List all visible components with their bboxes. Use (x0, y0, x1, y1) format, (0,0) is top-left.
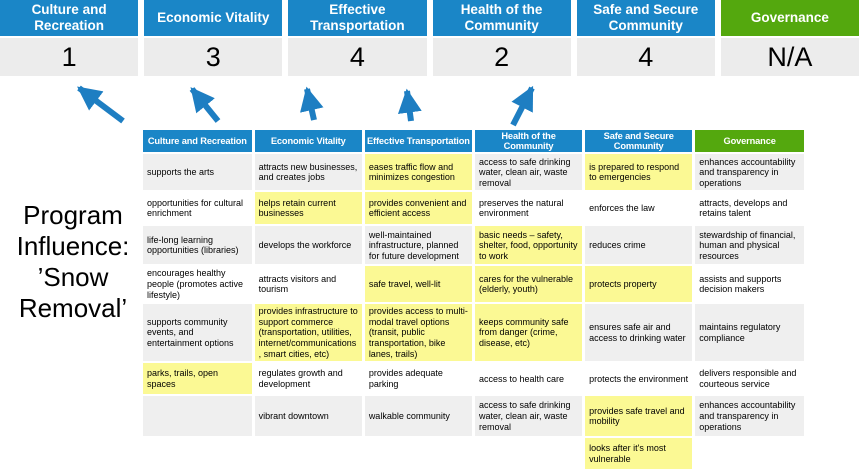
matrix-header-row (143, 130, 804, 153)
program-influence-title (0, 200, 146, 324)
matrix-cell: enhances accountability and transparency in operations (694, 153, 804, 191)
banner-header-1: Economic Vitality (144, 0, 282, 36)
matrix-cell: opportunities for cultural enrichment (143, 191, 253, 225)
banner-score-1: 3 (144, 38, 282, 76)
banner-score-0: 1 (0, 38, 138, 76)
matrix-cell: develops the workforce (253, 225, 363, 265)
title-line: Program (23, 200, 123, 230)
matrix-cell: provides access to multi-modal travel options (transit, public transportation, bike lanes, trails) (363, 303, 473, 362)
matrix-row (143, 265, 804, 303)
matrix-cell: vibrant downtown (253, 395, 363, 437)
matrix-row (143, 225, 804, 265)
matrix-cell: provides infrastructure to support commerce (transportation, utilities, internet/communications, smart cities, etc) (253, 303, 363, 362)
matrix-cell: access to health care (473, 362, 583, 395)
matrix-cell (253, 437, 363, 470)
matrix-cell (694, 437, 804, 470)
matrix-cell: maintains regulatory compliance (694, 303, 804, 362)
matrix-cell: encourages healthy people (promotes active lifestyle) (143, 265, 253, 303)
banner-header-0: Culture and Recreation (0, 0, 138, 36)
banner-score-5: N/A (721, 38, 859, 76)
matrix-cell: reduces crime (584, 225, 694, 265)
matrix-cell: looks after it's most vulnerable (584, 437, 694, 470)
matrix-cell: protects the environment (584, 362, 694, 395)
title-line: Removal’ (18, 293, 128, 323)
influence-matrix (143, 130, 804, 471)
banner-header-2: Effective Transportation (288, 0, 426, 36)
matrix-cell: well-maintained infrastructure, planned for future development (363, 225, 473, 265)
matrix-cell: preserves the natural environment (473, 191, 583, 225)
banner-header-5: Governance (721, 0, 859, 36)
banner-header-4: Safe and Secure Community (577, 0, 715, 36)
matrix-cell: delivers responsible and courteous service (694, 362, 804, 395)
matrix-cell: parks, trails, open spaces (143, 362, 253, 395)
influence-arrows (0, 76, 859, 130)
title-line: ’Snow (37, 262, 109, 292)
matrix-cell: walkable community (363, 395, 473, 437)
matrix-row (143, 437, 804, 470)
matrix-cell: enhances accountability and transparency in operations (694, 395, 804, 437)
matrix-cell: eases traffic flow and minimizes congestion (363, 153, 473, 191)
influence-arrow-4 (513, 88, 532, 125)
matrix-cell (363, 437, 473, 470)
matrix-cell: basic needs – safety, shelter, food, opportunity to work (473, 225, 583, 265)
matrix-row (143, 191, 804, 225)
matrix-header-1: Economic Vitality (253, 130, 363, 153)
matrix-cell: helps retain current businesses (253, 191, 363, 225)
matrix-cell: provides adequate parking (363, 362, 473, 395)
matrix-cell: is prepared to respond to emergencies (584, 153, 694, 191)
matrix-header-4: Safe and Secure Community (584, 130, 694, 153)
banner-score-3: 2 (433, 38, 571, 76)
matrix-cell: attracts visitors and tourism (253, 265, 363, 303)
matrix-cell: keeps community safe from danger (crime, disease, etc) (473, 303, 583, 362)
matrix-header-5: Governance (694, 130, 804, 153)
matrix-row (143, 153, 804, 191)
banner-score-4: 4 (577, 38, 715, 76)
matrix-cell: safe travel, well-lit (363, 265, 473, 303)
score-banner (0, 0, 859, 76)
matrix-row (143, 303, 804, 362)
matrix-cell: attracts, develops and retains talent (694, 191, 804, 225)
banner-header-3: Health of the Community (433, 0, 571, 36)
matrix-cell: cares for the vulnerable (elderly, youth) (473, 265, 583, 303)
matrix-cell (143, 437, 253, 470)
matrix-cell: ensures safe air and access to drinking water (584, 303, 694, 362)
influence-arrow-3 (407, 91, 411, 121)
matrix-cell: assists and supports decision makers (694, 265, 804, 303)
matrix-cell: access to safe drinking water, clean air, waste removal (473, 153, 583, 191)
matrix-cell: supports the arts (143, 153, 253, 191)
matrix-header-2: Effective Transportation (363, 130, 473, 153)
matrix-header-3: Health of the Community (473, 130, 583, 153)
matrix-cell: attracts new businesses, and creates jobs (253, 153, 363, 191)
influence-arrow-0 (79, 88, 123, 121)
matrix-cell: stewardship of financial, human and physical resources (694, 225, 804, 265)
matrix-cell: supports community events, and entertainment options (143, 303, 253, 362)
influence-arrow-1 (192, 89, 218, 121)
matrix-cell: provides convenient and efficient access (363, 191, 473, 225)
matrix-cell: enforces the law (584, 191, 694, 225)
title-line: Influence: (16, 231, 130, 261)
matrix-cell: provides safe travel and mobility (584, 395, 694, 437)
matrix-row (143, 395, 804, 437)
matrix-cell: access to safe drinking water, clean air, waste removal (473, 395, 583, 437)
influence-arrow-2 (307, 89, 314, 120)
matrix-cell: protects property (584, 265, 694, 303)
matrix-cell: regulates growth and development (253, 362, 363, 395)
matrix-cell: life-long learning opportunities (libraries) (143, 225, 253, 265)
matrix-row (143, 362, 804, 395)
banner-score-2: 4 (288, 38, 426, 76)
matrix-cell (473, 437, 583, 470)
matrix-header-0: Culture and Recreation (143, 130, 253, 153)
matrix-cell (143, 395, 253, 437)
